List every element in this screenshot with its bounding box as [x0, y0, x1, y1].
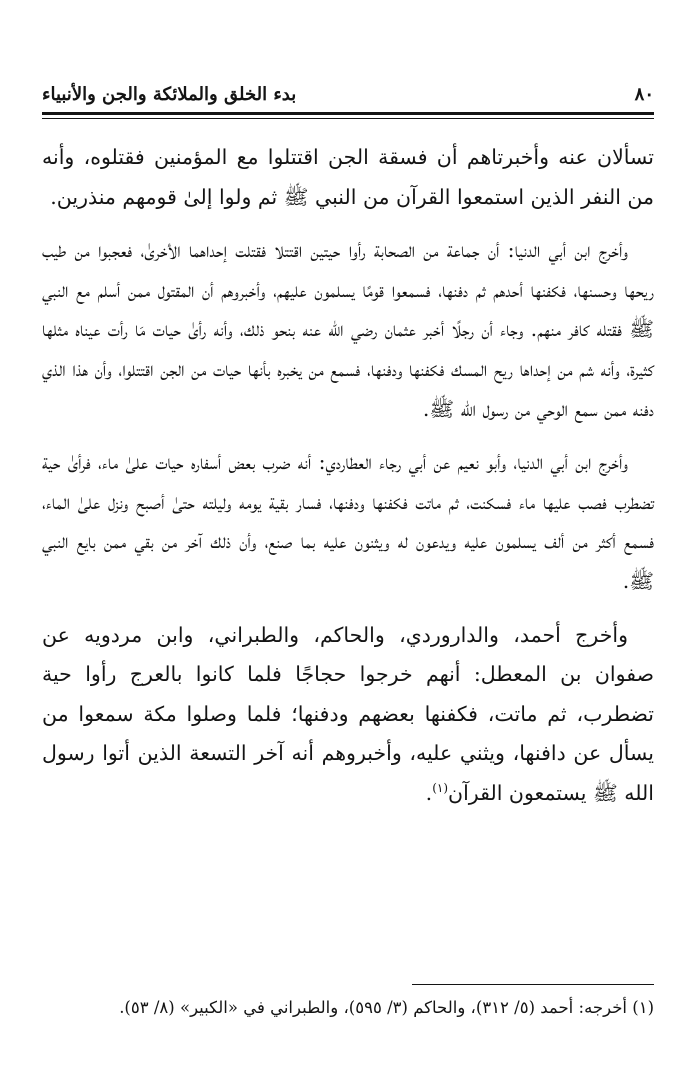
- paragraph-1: تسألان عنه وأخبرتاهم أن فسقة الجن اقتتلوا مع المؤمنين فقتلوه، وأنه من النفر الذين استمعوا القرآن من النبي ﷺ ثم ولوا إلىٰ قومهم منذرين.: [42, 145, 654, 209]
- running-title: بدء الخلق والملائكة والجن والأنبياء: [42, 83, 297, 105]
- footnote-separator: [412, 984, 654, 985]
- footnote-marker[interactable]: (١): [432, 781, 449, 796]
- page-body: [42, 138, 654, 828]
- paragraph-3: وأخرج ابن أبي الدنيا، وأبو نعيم عن أبي رجاء العطاردي: أنه ضرب بعض أسفاره حيات علىٰ ماء، فرأىٰ حية تضطرب فصب عليها ماء فسكنت، ثم ماتت فكفنها ودفنها، فسار بقية يومه وليلته حتىٰ أصبح ونزل علىٰ الماء، فسمع أكثر من ألف يسلمون عليه ويدعون له ويثنون عليه بما صنع، وأن ذلك آخر من بقي ممن بايع النبي ﷺ.: [42, 450, 654, 593]
- paragraph-4: [42, 616, 654, 814]
- paragraph-4-end: .: [425, 780, 433, 805]
- header-rule-thin: [42, 118, 654, 119]
- page-header: [42, 80, 654, 108]
- paragraph-2: وأخرج ابن أبي الدنيا: أن جماعة من الصحابة رأوا حيتين اقتتلا فقتلت إحداهما الأخرىٰ، فعجبوا من طيب ريحها وحسنها، فكفنها أحدهم ثم دفنها، فسمعوا قومًا يسلمون عليهم، وأخبروهم أن المقتول ممن أسلم مع النبي ﷺ فقتله كافر منهم. وجاء أن رجلًا أخبر عثمان رضي الله عنه بنحو ذلك، وأنه رأىٰ حيات مَا رأت عيناه مثلها كثيرة، وأنه شم من إحداها ريح المسك فكفنها ودفنها، فسمع من يخبره بأنها حيات من الجن اقتتلوا، وأن هذا الذي دفنه ممن سمع الوحي من رسول الله ﷺ.: [42, 238, 654, 421]
- header-rule-thick: [42, 112, 654, 115]
- paragraph-4-text: وأخرج أحمد، والداروردي، والحاكم، والطبراني، وابن مردويه عن صفوان بن المعطل: أنهم خرجوا حجاجًا فلما كانوا بالعرج رأوا حية تضطرب، ثم ماتت، فكفنها بعضهم ودفنها؛ فلما وصلوا مكة سمعوا من يسأل عن دافنها، ويثني عليه، وأخبروهم أنه آخر التسعة الذين أتوا رسول الله ﷺ يستمعون القرآن: [42, 622, 654, 805]
- footnote: (١) أخرجه: أحمد (٥/ ٣١٢)، والحاكم (٣/ ٥٩٥)، والطبراني في «الكبير» (٨/ ٥٣).: [119, 998, 654, 1017]
- page-number: ٨٠: [634, 83, 654, 105]
